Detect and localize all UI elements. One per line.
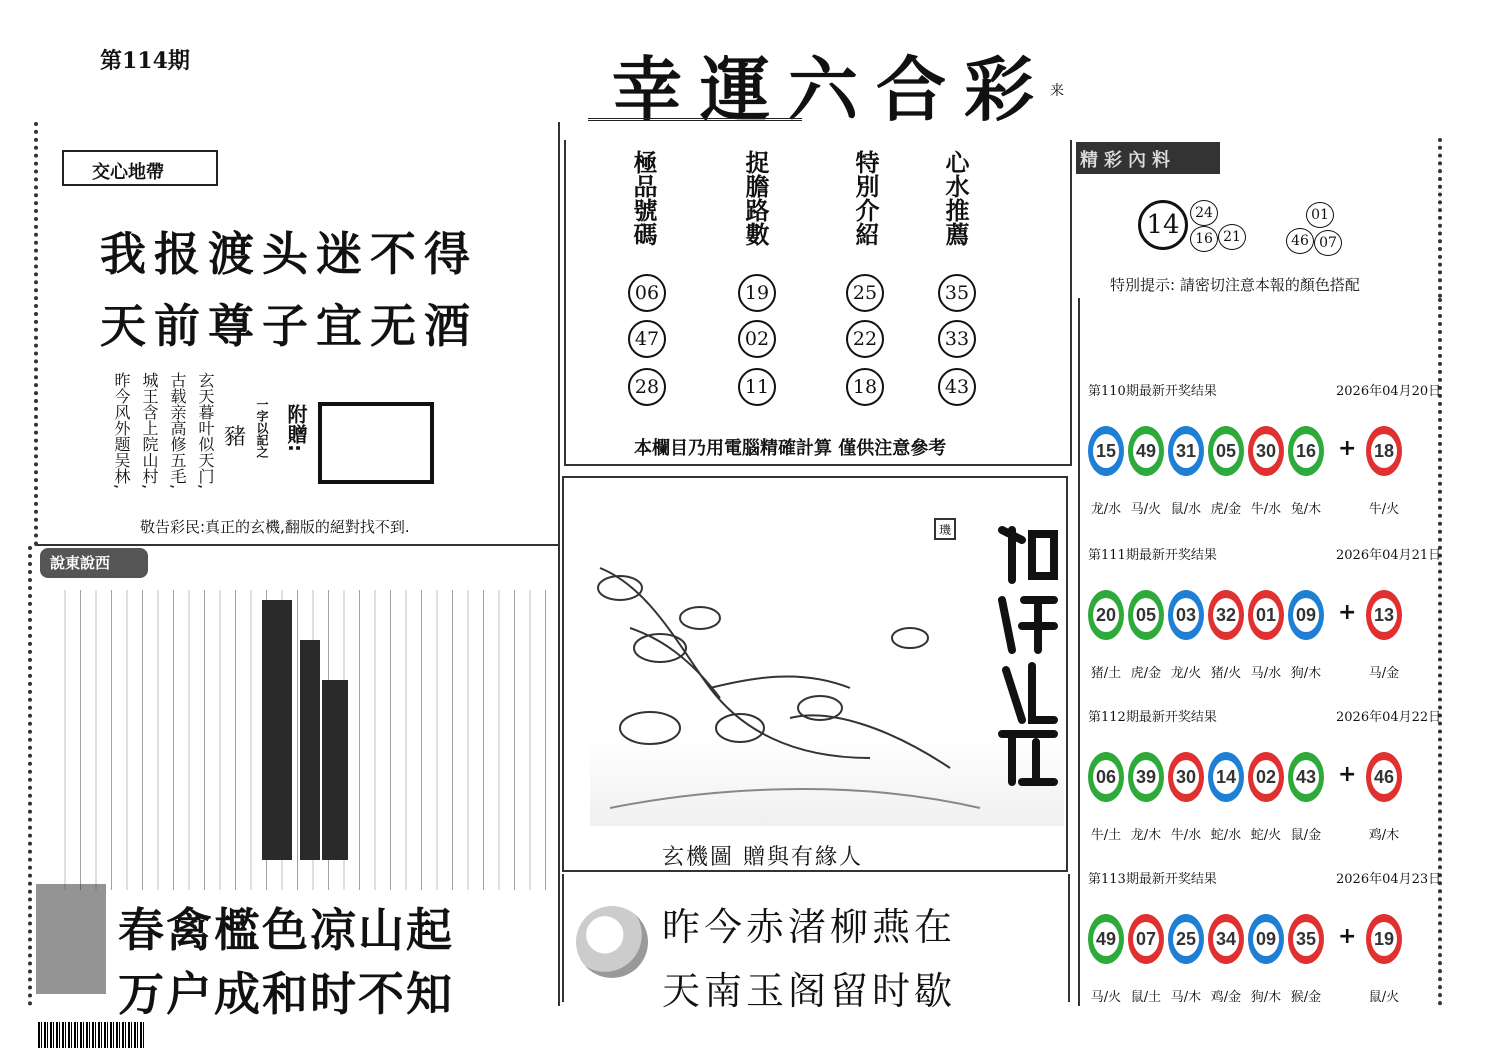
zodiac-label: 牛/土 (1090, 828, 1122, 843)
column-header-2: 捉膽路數 (741, 150, 770, 246)
gift-box (318, 402, 434, 484)
ball-number: 49 (1133, 434, 1159, 468)
plus-sign: + (1338, 436, 1357, 461)
ball-number: 35 (1293, 922, 1319, 956)
zodiac-label: 猪/火 (1210, 666, 1242, 681)
draw-title: 第110期最新开奖结果 (1088, 384, 1217, 399)
middle-bottom-line-1: 昨今赤渚柳燕在 (662, 905, 957, 949)
small-number: 46 (1286, 228, 1314, 254)
zodiac-label: 牛/水 (1170, 828, 1202, 843)
ball-number: 49 (1093, 922, 1119, 956)
poem-col-3: 城王含上院山村, (140, 372, 159, 490)
result-ball (1248, 914, 1284, 964)
special-ball (1366, 426, 1402, 476)
ball-number: 46 (1371, 760, 1397, 794)
plus-sign: + (1338, 600, 1357, 625)
result-ball (1088, 590, 1124, 640)
draw-date: 2026年04月21日 (1336, 548, 1442, 563)
zodiac-label: 蛇/水 (1210, 828, 1242, 843)
zodiac-label: 虎/金 (1130, 666, 1162, 681)
result-ball (1088, 752, 1124, 802)
zodiac-label: 虎/金 (1210, 502, 1242, 517)
zodiac-label: 马/水 (1250, 666, 1282, 681)
number-circle: 19 (738, 274, 776, 312)
number-circle: 18 (846, 368, 884, 406)
draw-title: 第113期最新开奖结果 (1088, 872, 1217, 887)
middle-bottom-line-2: 天南玉阁留时歇 (662, 969, 957, 1013)
result-ball (1288, 590, 1324, 640)
featured-number: 14 (1138, 200, 1188, 250)
result-ball (1128, 752, 1164, 802)
left-banner (62, 150, 218, 186)
zodiac-label: 鼠/火 (1368, 990, 1400, 1005)
ball-number: 16 (1293, 434, 1319, 468)
zodiac-label: 猴/金 (1290, 990, 1322, 1005)
small-number: 16 (1190, 226, 1218, 252)
ball-number: 07 (1133, 922, 1159, 956)
number-circle: 25 (846, 274, 884, 312)
left-note: 敬告彩民:真正的玄機,翻版的絕對找不到. (140, 518, 410, 536)
number-circle: 22 (846, 320, 884, 358)
ball-number: 09 (1293, 598, 1319, 632)
ball-number: 31 (1173, 434, 1199, 468)
result-ball (1128, 426, 1164, 476)
number-circle: 43 (938, 368, 976, 406)
special-ball (1366, 752, 1402, 802)
masthead-title: 幸運六合彩 (612, 48, 1052, 131)
draw-title: 第112期最新开奖结果 (1088, 710, 1217, 725)
number-panel-note: 本欄目乃用電腦精確計算 僅供注意參考 (634, 438, 947, 459)
result-ball (1168, 752, 1204, 802)
ball-number: 25 (1173, 922, 1199, 956)
zodiac-label: 狗/木 (1250, 990, 1282, 1005)
ball-number: 34 (1213, 922, 1239, 956)
ball-number: 01 (1253, 598, 1279, 632)
result-ball (1088, 426, 1124, 476)
ball-number: 05 (1133, 598, 1159, 632)
ball-number: 05 (1213, 434, 1239, 468)
ball-number: 20 (1093, 598, 1119, 632)
yin-yang-icon (576, 906, 648, 978)
zodiac-label: 猪/土 (1090, 666, 1122, 681)
ornament-rule (588, 118, 802, 126)
art-calligraphy (992, 520, 1064, 790)
poem-col-4: 昨今风外题吴林, (112, 372, 131, 490)
ball-number: 32 (1213, 598, 1239, 632)
zodiac-label: 牛/水 (1250, 502, 1282, 517)
ball-number: 43 (1293, 760, 1319, 794)
result-ball (1168, 914, 1204, 964)
result-ball (1288, 426, 1324, 476)
number-circle: 35 (938, 274, 976, 312)
draw-date: 2026年04月20日 (1336, 384, 1442, 399)
number-circle: 02 (738, 320, 776, 358)
result-ball (1168, 590, 1204, 640)
left-bottom-banner-label: 說東說西 (50, 554, 111, 572)
zodiac-label: 鼠/土 (1130, 990, 1162, 1005)
zodiac-label: 龙/火 (1170, 666, 1202, 681)
plus-sign: + (1338, 762, 1357, 787)
zodiac-label: 鸡/金 (1210, 990, 1242, 1005)
ball-number: 15 (1093, 434, 1119, 468)
result-ball (1128, 914, 1164, 964)
poem-col-2: 古载亲高修五毛, (168, 372, 187, 490)
issue-number: 第114期 (100, 48, 190, 74)
one-word-hint: 一字以記之 (255, 398, 269, 458)
zodiac-label: 龙/木 (1130, 828, 1162, 843)
scan-artifact (262, 600, 292, 860)
scan-artifact (322, 680, 348, 860)
ball-number: 02 (1253, 760, 1279, 794)
zodiac-label: 马/火 (1090, 990, 1122, 1005)
result-ball (1088, 914, 1124, 964)
column-header-3: 特別介紹 (851, 150, 880, 246)
ball-number: 14 (1213, 760, 1239, 794)
ball-number: 39 (1133, 760, 1159, 794)
zodiac-label: 马/木 (1170, 990, 1202, 1005)
number-circle: 33 (938, 320, 976, 358)
left-bottom-banner (40, 548, 148, 578)
number-circle: 47 (628, 320, 666, 358)
small-number: 01 (1306, 202, 1334, 228)
ball-number: 03 (1173, 598, 1199, 632)
left-line-1: 我报渡头迷不得 (100, 227, 478, 281)
ball-number: 13 (1371, 598, 1397, 632)
result-ball (1208, 590, 1244, 640)
gift-label: 附贈: (284, 404, 308, 452)
zodiac-label: 鼠/水 (1170, 502, 1202, 517)
number-circle: 06 (628, 274, 666, 312)
zodiac-label: 牛/火 (1368, 502, 1400, 517)
zodiac-label: 龙/水 (1090, 502, 1122, 517)
number-circle: 11 (738, 368, 776, 406)
pig-character: 豬 (224, 425, 247, 450)
right-top-banner (1076, 142, 1220, 174)
ball-number: 19 (1371, 922, 1397, 956)
zodiac-label: 兔/木 (1290, 502, 1322, 517)
results-panel (1078, 298, 1442, 1006)
scan-artifact (36, 884, 106, 994)
special-ball (1366, 590, 1402, 640)
left-line-2: 天前尊子宜无酒 (100, 299, 478, 353)
number-circle: 28 (628, 368, 666, 406)
result-ball (1248, 590, 1284, 640)
result-ball (1248, 752, 1284, 802)
column-header-1: 極品號碼 (629, 150, 658, 246)
ball-number: 06 (1093, 760, 1119, 794)
small-number: 07 (1314, 230, 1342, 256)
barcode (38, 1022, 144, 1048)
color-hint: 特別提示: 請密切注意本報的顏色搭配 (1110, 276, 1360, 294)
draw-date: 2026年04月23日 (1336, 872, 1442, 887)
right-top-banner-label: 精彩內料 (1080, 150, 1176, 171)
art-caption: 玄機圖 贈與有緣人 (662, 845, 863, 870)
result-ball (1208, 752, 1244, 802)
draw-title: 第111期最新开奖结果 (1088, 548, 1217, 563)
result-ball (1168, 426, 1204, 476)
left-bottom-line-2: 万户成和时不知 (118, 967, 454, 1021)
result-ball (1128, 590, 1164, 640)
flower-illustration (590, 528, 990, 828)
masthead-tag: 来 (1050, 83, 1064, 99)
special-ball (1366, 914, 1402, 964)
left-bottom-line-1: 春禽檻色凉山起 (118, 903, 454, 957)
result-ball (1288, 752, 1324, 802)
zodiac-label: 狗/木 (1290, 666, 1322, 681)
result-ball (1248, 426, 1284, 476)
scan-artifact (300, 640, 320, 860)
ball-number: 30 (1253, 434, 1279, 468)
small-number: 21 (1218, 224, 1246, 250)
zodiac-label: 鼠/金 (1290, 828, 1322, 843)
ball-number: 09 (1253, 922, 1279, 956)
ball-number: 30 (1173, 760, 1199, 794)
zodiac-label: 鸡/木 (1368, 828, 1400, 843)
result-ball (1208, 914, 1244, 964)
zodiac-label: 马/金 (1368, 666, 1400, 681)
poem-col-1: 玄天暮叶似天门, (196, 372, 215, 490)
plus-sign: + (1338, 924, 1357, 949)
art-seal: 璣 (934, 518, 956, 540)
calligraphy-strokes (992, 520, 1064, 790)
zodiac-label: 马/火 (1130, 502, 1162, 517)
column-header-4: 心水推薦 (941, 150, 970, 246)
zodiac-label: 蛇/火 (1250, 828, 1282, 843)
ball-number: 18 (1371, 434, 1397, 468)
result-ball (1288, 914, 1324, 964)
left-banner-label: 交心地帶 (92, 162, 164, 183)
small-number: 24 (1190, 200, 1218, 226)
result-ball (1208, 426, 1244, 476)
draw-date: 2026年04月22日 (1336, 710, 1442, 725)
